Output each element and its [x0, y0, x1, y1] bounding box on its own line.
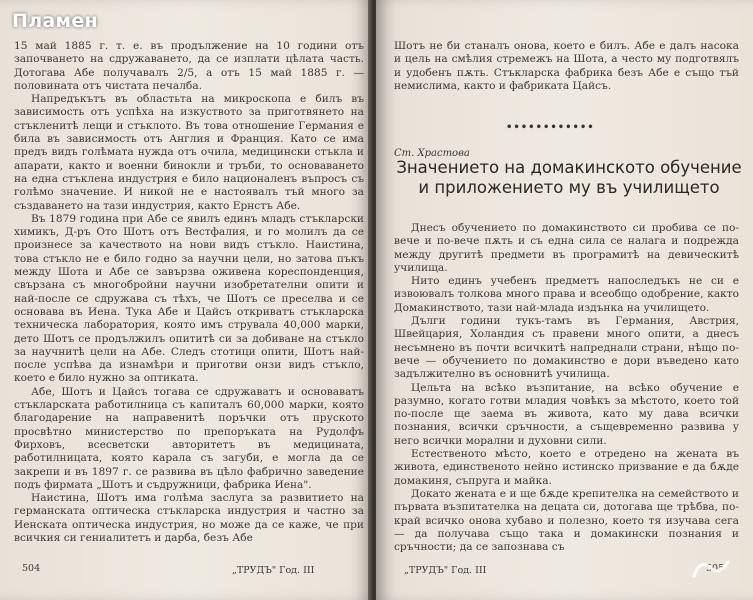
paragraph: Естественото мѣсто, което е отредено на жената въ живота, единственото нейно истинско призвание е да бѫде домакиня, съпруга и майка. — [394, 448, 739, 487]
seller-logo-icon — [690, 556, 732, 582]
paragraph: 15 май 1885 г. т. е. въ продължение на 10 години отъ започването на сдружаването, да се изплати цѣлата часть. Дотогава Абе получавалъ 2/5, а отъ 15 май 1885 г. — половината отъ чистата печалба. — [14, 40, 364, 92]
page-number-right: 505 — [706, 563, 725, 574]
author-byline: Ст. Храстова — [394, 148, 470, 159]
left-text-column — [14, 40, 364, 545]
paragraph: Цельта на всѣко възпитание, на всѣко обучение е разумно, когато готви младия човѣкъ за мѣстото, което той по-после ще заема въ живота, като му дава всички познания, всички сръчности, а същевременно развива у него всички морални и духовни сили. — [394, 381, 739, 447]
paragraph: Дълги години тукъ-тамъ въ Германия, Австрия, Швейцария, Холандия съ правени много опити, а днесъ несъмнено въ почти всичкитѣ напреднали страни, нѣщо по-вече — обучението по домакинство е дори въведено като задължително въ основнитѣ училища. — [394, 315, 739, 381]
paragraph: Абе, Шотъ и Цайсъ тогава се сдружаватъ и основаватъ стъкларската работилница съ капиталъ 60,000 марки, която благодарение на направенитѣ поръчки отъ пруското просвѣтно министерство по препоръката на Рудолфъ Фирховъ, всесветски авторитетъ въ медицината, работилницата, която карала съ загуби, е могла да се закрепи и въ 1897 г. се развива въ цѣло фабрично заведение подъ фирмата „Шотъ и съдружници, фабрика Иена". — [14, 385, 364, 491]
paragraph: Напредъкътъ въ областьта на микроскопа е билъ въ зависимость отъ успѣха на изкуството за приготвянето на стъкленитѣ лещи и стъклото. Въ това отношение Германия е била въ зависимость отъ Англия и Франция. Като се има предъ видъ голѣмата нужда отъ очила, медицински стъкла и апарати, както и военни бинокли и тръби, то основаването на една стъклена индустрия е било националенъ въпросъ съ голѣмо значение. И никой не е настоявалъ тъй много за създаването на тази индустрия, както Ернстъ Абе. — [14, 93, 364, 212]
watermark-text: Пламен — [12, 10, 98, 32]
running-head-left: „ТРУДЪ" Год. III — [232, 565, 315, 576]
section-divider: •••••••••••• — [506, 122, 595, 133]
left-page — [0, 0, 372, 600]
paragraph: Докато жената е и ще бѫде крепителка на семейството и първата възпитателка на децата си, дотогава ще трѣбва, по-край всичко онова хубаво и полезно, което тя изучава сега — да получава също така и домакински познания и сръчности; да се запознава съ — [394, 487, 739, 554]
paragraph: Днесъ обучението по домакинството си пробива се по-вече и по-вече пѫть и съ една сила се налага и подрежда между другитѣ предмети въ програмитѣ на девическитѣ училища. — [394, 222, 739, 274]
article-title: Значението на домакинското обучение и приложението му въ училището — [396, 158, 742, 197]
page-number-left: 504 — [22, 563, 41, 574]
paragraph: Нито единъ учебенъ предметъ напоследъкъ не си е извоювалъ толкова много права и всеобщо одобрение, както Домакинството, тази най-млада издънка на училището. — [394, 275, 739, 314]
paragraph: Въ 1879 година при Абе се явилъ единъ младъ стъкларски химикъ, Д-ръ Ото Шотъ отъ Вестфалия, и го молилъ да се произнесе за качеството на нови видъ стъкло. Наистина, това стъкло не е било годно за научни цели, но затова пъкъ между Шота и Абе се завързва оживена кореспонденция, свързана съ многобройни научни изобретателни опити и най-после се сдружава съ тѣхъ, че Шотъ се преселва и се основава въ Иена. Тука Абе и Цайсъ откриватъ стъкларска техническа лаборатория, която имъ струвала 40,000 марки, дето Шотъ се продължилъ опититѣ си за добиване на стъкло за научнитѣ цели на Абе. Следъ стотици опити, Шотъ най-после успѣва да изнамѣри и приготви онзи видъ стъкло, което е било нужно за оптиката. — [14, 212, 364, 385]
paragraph: Наистина, Шотъ има голѣма заслуга за развитието на германската оптическа стъкларска индустрия и частно за Иенската оптическа индустрия, но може да се каже, че при всичкия си гениалитетъ и дарба, безъ Абе — [14, 492, 364, 544]
right-text-column — [394, 222, 739, 554]
right-page — [376, 0, 753, 600]
running-head-right: „ТРУДЪ" Год. III — [404, 565, 487, 576]
paragraph: Шотъ не би станалъ онова, което е билъ. Абе е далъ насока и цель на смѣлия стремежъ на Шота, а често му подготвялъ и удобенъ пѫть. Стъкларска фабрика безъ Абе е също тъй немислима, както и фабриката Цайсъ. — [394, 40, 739, 92]
right-top-paragraph — [394, 40, 739, 93]
